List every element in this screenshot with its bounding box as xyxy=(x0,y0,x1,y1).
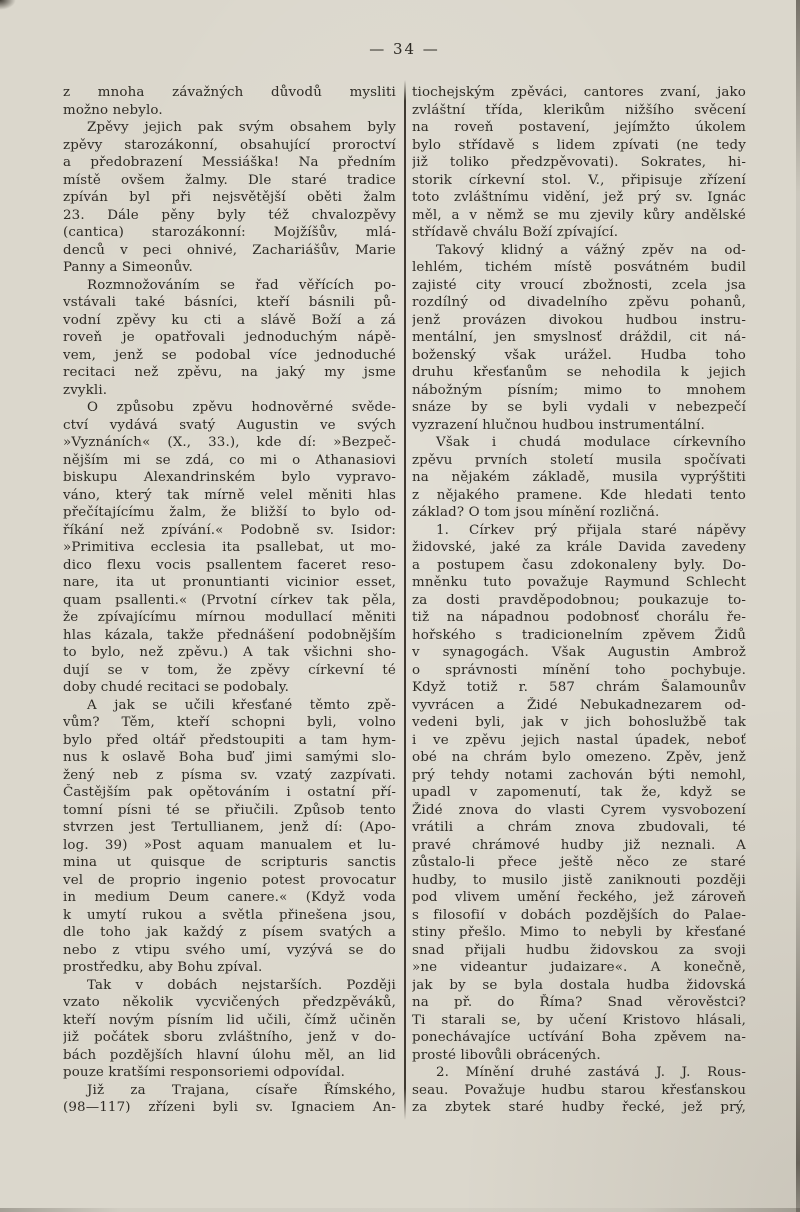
text-line: storik církevní stol. V., připisuje zřízení xyxy=(412,172,746,188)
text-line: roveň je opatřovali jednoduchým nápě- xyxy=(63,330,396,345)
text-line: 23. Dále pěny byly též chvalozpěvy xyxy=(63,207,396,223)
text-line: Tak v dobách nejstarších. Později xyxy=(87,977,396,993)
text-line: za dosti pravděpodobnou; poukazuje to- xyxy=(412,592,746,608)
text-line: kteří novým písním lid učili, čímž učiněn xyxy=(63,1012,396,1028)
text-line: z nějakého pramene. Kde hledati tento xyxy=(412,487,746,503)
text-line: hořského s tradicionelním zpěvem Židů xyxy=(412,627,746,643)
text-line: zpíván byl při nejsvětější oběti žalm xyxy=(63,190,396,205)
text-line: (cantica) starozákonní: Mojžíšův, mlá- xyxy=(63,225,396,240)
text-line: místě ovšem žalmy. Dle staré tradice xyxy=(63,172,396,188)
text-line: zajisté city vroucí zbožnosti, zcela jsa xyxy=(412,277,746,293)
text-line: a předobrazení Messiáška! Na předním xyxy=(63,155,396,170)
text-line: vyvrácen a Židé Nebukadnezarem od- xyxy=(412,697,746,713)
text-line: pouze kratšími responsoriemi odpovídal. xyxy=(63,1065,346,1080)
text-line: druhu křesťanům se nehodila k jejich xyxy=(412,365,746,380)
paragraph xyxy=(63,697,396,977)
text-line: Rozmnožováním se řad věřících po- xyxy=(87,277,396,293)
text-line: log. 39) »Post aquam manualem et lu- xyxy=(63,837,396,853)
text-line: 1. Církev prý přijala staré nápěvy xyxy=(436,522,746,538)
text-line: pravé chrámové hudby již neznali. A xyxy=(412,837,746,853)
paragraph xyxy=(412,1064,746,1117)
text-line: tomní písni té se přiučili. Způsob tento xyxy=(63,802,396,818)
text-line: vedeni byli, jak v jich bohoslužbě tak xyxy=(412,715,746,730)
paragraph xyxy=(412,84,746,242)
text-line: s filosofií v dobách pozdějších do Palae- xyxy=(412,907,746,923)
text-line: v synagogách. Však Augustin Ambrož xyxy=(412,645,746,660)
text-line: na roveň postavení, jejímžto úkolem xyxy=(412,120,746,135)
text-line: zpěvy starozákonní, obsahující proroctví xyxy=(63,137,396,153)
text-line: zpěvu prvních století musila spočívati xyxy=(412,452,746,468)
text-line: pod vlivem umění řeckého, jež zároveň xyxy=(412,890,746,905)
text-line: stvrzen jest Tertullianem, jenž dí: (Apo- xyxy=(63,820,396,835)
paragraph xyxy=(63,977,396,1082)
text-line: recitaci než zpěvu, na jaký my jsme xyxy=(63,365,396,380)
text-line: přečítajícímu žalm, že bližší to bylo od- xyxy=(63,505,396,520)
paragraph xyxy=(63,84,396,119)
text-line: na př. do Říma? Snad věrověstci? xyxy=(412,995,746,1010)
text-line: Zpěvy jejich pak svým obsahem byly xyxy=(87,120,396,135)
text-line: nebo z vtipu svého umí, vyzývá se do xyxy=(63,942,396,958)
text-line: nus k oslavě Boha buď jimi samými slo- xyxy=(63,750,396,765)
text-line: střídavě chválu Boží zpívající. xyxy=(412,225,619,240)
paragraph xyxy=(63,119,396,277)
text-line: zvláštní třída, klerikům nižšího svěcení xyxy=(412,102,746,118)
text-line: hlas kázala, takže přednášení podobnějším xyxy=(63,627,396,643)
text-line: jenž provázen divokou hudbou instru- xyxy=(412,312,746,328)
page-number: — 34 — xyxy=(369,40,440,58)
text-block xyxy=(63,84,746,1126)
text-line: stiny přešlo. Mimo to nebyli by křesťané xyxy=(412,925,746,940)
text-line: toto zvláštnímu vidění, jež prý sv. Ignác xyxy=(412,190,746,205)
text-line: Častějším pak opětováním i ostatní pří- xyxy=(63,785,396,800)
text-line: ctví vydává svatý Augustin ve svých xyxy=(63,417,396,433)
text-line: mentální, jen smyslnosť dráždil, cit ná- xyxy=(412,330,746,345)
text-line: prostředku, aby Bohu zpíval. xyxy=(63,960,263,975)
text-line: denců v peci ohnivé, Zachariášův, Marie xyxy=(63,242,396,258)
text-line: vům? Těm, kteří schopni byli, volno xyxy=(63,715,396,730)
text-line: že zpívajícímu mírnou modullací měniti xyxy=(63,610,396,625)
text-line: dle toho jak každý z písem svatých a xyxy=(63,925,396,940)
text-line: rozdílný od divadelního zpěvu pohanů, xyxy=(412,295,746,310)
text-line: (98—117) zřízeni byli sv. Ignaciem An- xyxy=(63,1100,396,1115)
text-line: nějším mi se zdá, co mi o Athanasiovi xyxy=(63,452,396,468)
text-line: dico flexu vocis psallentem faceret reso- xyxy=(63,557,396,573)
text-line: židovské, jaké za krále Davida zavedeny xyxy=(412,540,746,555)
text-line: mněnku tuto považuje Raymund Schlecht xyxy=(412,575,746,590)
text-line: dují se v tom, že zpěvy církevní té xyxy=(63,662,396,678)
paragraph xyxy=(63,1082,396,1117)
paragraph xyxy=(412,434,746,522)
text-line: vzato několik vycvičených předzpěváků, xyxy=(63,995,396,1010)
text-line: biskupu Alexandrinském bylo vypravo- xyxy=(63,470,396,485)
text-line: doby chudé recitaci se podobaly. xyxy=(63,680,290,695)
text-line: »Vyznáních« (X., 33.), kde dí: »Bezpeč- xyxy=(63,435,396,450)
text-line: snáze by se byli vydali v nebezpečí xyxy=(412,400,746,415)
text-line: z mnoha závažných důvodů mysliti xyxy=(63,85,396,100)
text-line: základ? O tom jsou mínění rozličná. xyxy=(412,505,660,520)
text-line: prosté libovůli obrácených. xyxy=(412,1047,601,1063)
text-line: vyzrazení hlučnou hudbou instrumentální. xyxy=(412,417,705,433)
text-line: obé na chrám bylo omezeno. Zpěv, jenž xyxy=(412,750,746,765)
text-line: tiochejským zpěváci, cantores zvaní, jako xyxy=(412,85,746,100)
text-line: zvykli. xyxy=(63,382,108,398)
text-line: již toliko předzpěvovati). Sokrates, hi- xyxy=(412,155,746,170)
text-line: boženský však urážel. Hudba toho xyxy=(412,347,746,363)
text-line: říkání než zpívání.« Podobně sv. Isidor: xyxy=(63,522,396,538)
text-line: prý tehdy notami zachován býti nemohl, xyxy=(412,767,746,783)
text-line: ponechávajíce uctívání Boha zpěvem na- xyxy=(412,1030,746,1045)
scan-artifact-top-left xyxy=(0,0,16,10)
text-line: »Primitiva ecclesia ita psallebat, ut mo- xyxy=(63,540,396,555)
text-line: Takový klidný a vážný zpěv na od- xyxy=(436,242,746,258)
text-line: bylo před oltář předstoupiti a tam hym- xyxy=(63,732,396,748)
text-line: tiž na nápadnou podobnosť chorálu ře- xyxy=(412,610,746,625)
text-line: 2. Mínění druhé zastává J. J. Rous- xyxy=(436,1065,746,1080)
text-line: in medium Deum canere.« (Když voda xyxy=(63,890,396,905)
text-line: za zbytek staré hudby řecké, jež prý, xyxy=(412,1100,746,1115)
scan-artifact-bottom-edge xyxy=(0,1208,800,1212)
text-line: i ve zpěvu jejich nastal úpadek, neboť xyxy=(412,732,746,748)
text-line: zůstalo-li přece ještě něco ze staré xyxy=(412,855,746,870)
text-line: nare, ita ut pronuntianti vicinior esset, xyxy=(63,575,396,590)
text-line: bylo střídavě s lidem zpívati (ne tedy xyxy=(412,137,746,153)
text-line: a postupem času zdokonaleny byly. Do- xyxy=(412,557,746,573)
text-line: snad přijali hudbu židovskou za svoji xyxy=(412,942,746,958)
text-line: vel de proprio ingenio potest provocatur xyxy=(63,872,396,888)
text-line: vem, jenž se podobal více jednoduché xyxy=(63,347,396,363)
text-line: Ti starali se, by učení Kristovo hlásali, xyxy=(412,1012,746,1028)
text-line: o správnosti mínění toho pochybuje. xyxy=(412,662,746,678)
paragraph xyxy=(412,522,746,1065)
column-left xyxy=(63,84,396,1117)
text-line: váno, který tak mírně velel měniti hlas xyxy=(63,487,396,503)
scan-artifact-right-edge xyxy=(796,0,800,1212)
column-right xyxy=(412,84,746,1117)
text-line: již počátek sboru zvláštního, jenž v do- xyxy=(63,1030,396,1045)
text-line: Panny a Simeonův. xyxy=(63,260,193,275)
text-line: lehlém, tichém místě posvátném budil xyxy=(412,260,746,275)
text-line: vstávali také básníci, kteří básnili pů- xyxy=(63,295,396,310)
text-line: upadl v zapomenutí, tak že, když se xyxy=(412,785,746,800)
text-line: možno nebylo. xyxy=(63,102,163,118)
text-line: bách pozdějších hlavní úlohu měl, an lid xyxy=(63,1047,396,1063)
text-line: hudby, to musilo jistě zaniknouti později xyxy=(412,872,746,888)
text-line: vodní zpěvy ku cti a slávě Boží a zá xyxy=(63,312,396,328)
text-line: O způsobu zpěvu hodnověrné svěde- xyxy=(87,400,396,415)
text-line: Však i chudá modulace církevního xyxy=(436,435,746,450)
text-line: na nějakém základě, musila vyprýštiti xyxy=(412,470,746,485)
text-line: mina ut quisque de scripturis sanctis xyxy=(63,855,396,870)
text-line: Již za Trajana, císaře Římského, xyxy=(87,1082,396,1098)
text-line: měl, a v němž se mu zjevily kůry andělské xyxy=(412,207,746,223)
text-line: A jak se učili křesťané těmto zpě- xyxy=(87,697,396,713)
text-line: nábožným písním; mimo to mnohem xyxy=(412,382,746,398)
text-line: vrátili a chrám znova zbudovali, té xyxy=(412,820,746,835)
text-line: »ne videantur judaizare«. A konečně, xyxy=(412,960,746,975)
text-line: Židé znova do vlasti Cyrem vysvobození xyxy=(412,802,746,818)
text-line: to bylo, než zpěvu.) A tak všichni sho- xyxy=(63,645,396,660)
text-line: quam psallenti.« (Prvotní církev tak pěla, xyxy=(63,592,396,608)
text-line: seau. Považuje hudbu starou křesťanskou xyxy=(412,1082,746,1098)
paragraph xyxy=(63,277,396,400)
text-line: žený neb z písma sv. vzatý zazpívati. xyxy=(63,767,396,783)
column-divider-rule xyxy=(404,80,406,1120)
text-line: jak by se byla dostala hudba židovská xyxy=(412,977,746,993)
text-line: Když totiž r. 587 chrám Šalamounův xyxy=(412,680,746,695)
paragraph xyxy=(63,399,396,697)
paragraph xyxy=(412,242,746,435)
text-line: k umytí rukou a světla přinešena jsou, xyxy=(63,907,396,923)
